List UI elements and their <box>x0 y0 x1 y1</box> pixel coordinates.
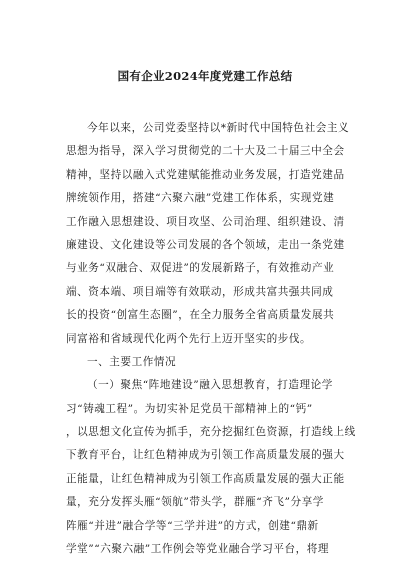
paragraph-line: 精神，坚持以融入式党建赋能推动业务发展，打造党建品 <box>66 168 345 181</box>
paragraph-line: 下教育平台，让红色精神成为引领工作高质量发展的强大 <box>66 449 345 462</box>
paragraph-line: 阵雁“并进”融合学等“三学并进”的方式，创建“鼎新 <box>66 519 319 532</box>
paragraph-line: 今年以来，公司党委坚持以*新时代中国特色社会主义 <box>87 122 350 134</box>
section-heading: 一、主要工作情况 <box>87 355 177 368</box>
document-title: 国有企业2024年度党建工作总结 <box>117 69 293 83</box>
document-body <box>66 117 358 561</box>
paragraph-line: 同富裕和省域现代化两个先行上迈开坚实的步伐。 <box>66 332 312 345</box>
paragraph-line: 牌统领作用，搭建“六聚六融”党建工作体系，实现党建 <box>66 192 335 205</box>
paragraph-line: 习“铸魂工程”。为切实补足党员干部精神上的“钙” <box>66 402 313 415</box>
paragraph-line: 长的投资“创富生态圈”，在全力服务全省高质量发展共 <box>66 309 335 322</box>
paragraph-line: 量，充分发挥头雁“领航”带头学，群雁“齐飞”分享学 <box>66 496 324 509</box>
paragraph-line: 学堂”“六聚六融”工作例会等党业融合学习平台，将理 <box>66 543 330 556</box>
paragraph-line: ，以思想文化宣传为抓手，充分挖掘红色资源，打造线上线 <box>66 426 356 439</box>
paragraph-line: 思想为指导，深入学习贯彻党的二十大及二十届三中全会 <box>66 145 345 158</box>
paragraph-line: （一）聚焦“阵地建设”融入思想教育，打造理论学 <box>87 379 333 392</box>
paragraph-line: 工作融入思想建设、项目攻坚、公司治理、组织建设、清 <box>66 215 345 228</box>
paragraph-line: 廉建设、文化建设等公司发展的各个领域，走出一条党建 <box>66 238 345 251</box>
paragraph-line: 正能量，让红色精神成为引领工作高质量发展的强大正能 <box>66 472 345 485</box>
paragraph-line: 端、资本端、项目端等有效联动，形成共富共强共同成 <box>66 285 334 298</box>
paragraph-line: 与业务“双融合、双促进”的发展新路子，有效推动产业 <box>66 262 335 275</box>
